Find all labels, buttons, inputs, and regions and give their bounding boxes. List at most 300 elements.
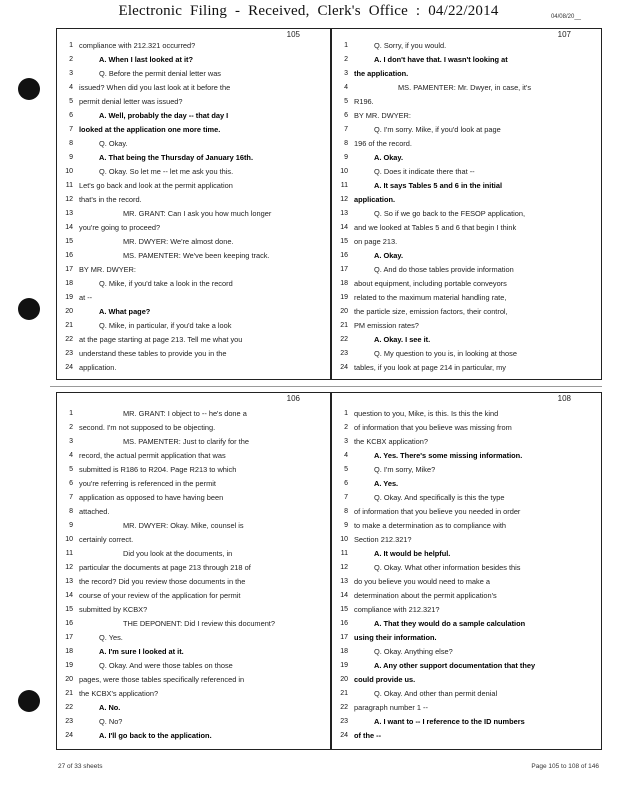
line-text: Q. Yes. (99, 633, 123, 642)
line-text: submitted by KCBX? (79, 605, 148, 614)
line-number: 14 (65, 224, 73, 231)
transcript-line (332, 165, 601, 179)
line-text: permit denial letter was issued? (79, 97, 183, 106)
transcript-line (57, 123, 330, 137)
line-number: 22 (65, 704, 73, 711)
line-number: 23 (65, 350, 73, 357)
transcript-line (57, 505, 330, 519)
line-number: 17 (340, 266, 348, 273)
line-number: 13 (65, 578, 73, 585)
line-text: MS. PAMENTER: Just to clarify for the (123, 437, 249, 446)
line-number: 11 (65, 182, 73, 189)
line-number: 12 (340, 564, 348, 571)
line-text: Q. Okay. And were those tables on those (99, 661, 233, 670)
transcript-line (332, 575, 601, 589)
line-text: A. Okay. I see it. (374, 335, 431, 344)
transcript-line (57, 81, 330, 95)
line-number: 10 (340, 536, 348, 543)
line-text: attached. (79, 507, 110, 516)
page-number: 107 (557, 30, 571, 39)
transcript-line (57, 39, 330, 53)
transcript-line (57, 137, 330, 151)
transcript-page-108 (331, 392, 602, 750)
line-text: Q. So if we go back to the FESOP application, (374, 209, 526, 218)
transcript-line (332, 221, 601, 235)
line-number: 20 (340, 308, 348, 315)
line-number: 13 (340, 578, 348, 585)
line-number: 8 (344, 140, 348, 147)
transcript-line (332, 123, 601, 137)
transcript-line (57, 631, 330, 645)
transcript-line (57, 463, 330, 477)
line-number: 20 (65, 308, 73, 315)
transcript-page-105 (56, 28, 331, 380)
line-number: 9 (344, 522, 348, 529)
line-number: 6 (344, 112, 348, 119)
transcript-line (332, 277, 601, 291)
line-number: 2 (344, 424, 348, 431)
line-number: 22 (340, 704, 348, 711)
line-text: Section 212.321? (354, 535, 412, 544)
line-text: issued? When did you last look at it before the (79, 83, 231, 92)
transcript-line (332, 561, 601, 575)
line-number: 14 (340, 224, 348, 231)
line-number: 16 (340, 620, 348, 627)
transcript-line (57, 277, 330, 291)
line-text: course of your review of the application for permit (79, 591, 241, 600)
transcript-line (332, 361, 601, 375)
line-number: 14 (65, 592, 73, 599)
transcript-line (57, 561, 330, 575)
line-number: 12 (65, 196, 73, 203)
line-text: do you believe you would need to make a (354, 577, 490, 586)
line-number: 3 (344, 70, 348, 77)
transcript-line (332, 659, 601, 673)
transcript-line (332, 291, 601, 305)
transcript-line (332, 631, 601, 645)
transcript-line (332, 81, 601, 95)
line-text: Q. Okay. Anything else? (374, 647, 453, 656)
transcript-line (332, 687, 601, 701)
line-number: 17 (65, 634, 73, 641)
line-number: 2 (344, 56, 348, 63)
line-number: 4 (69, 84, 73, 91)
transcript-line (332, 333, 601, 347)
transcript-line (332, 95, 601, 109)
line-number: 15 (340, 606, 348, 613)
transcript-line (57, 249, 330, 263)
transcript-line (332, 589, 601, 603)
transcript-line (57, 305, 330, 319)
transcript-line (332, 617, 601, 631)
transcript-line (57, 673, 330, 687)
line-text: R196. (354, 97, 374, 106)
transcript-line (332, 151, 601, 165)
line-text: A. I'm sure I looked at it. (99, 647, 184, 656)
line-text: certainly correct. (79, 535, 134, 544)
line-number: 3 (344, 438, 348, 445)
line-number: 12 (65, 564, 73, 571)
line-number: 22 (65, 336, 73, 343)
transcript-line (57, 151, 330, 165)
line-number: 8 (69, 508, 73, 515)
line-text: Q. I'm sorry. Mike, if you'd look at page (374, 125, 501, 134)
line-number: 21 (340, 690, 348, 697)
transcript-line (332, 519, 601, 533)
line-text: Q. Does it indicate there that -- (374, 167, 475, 176)
line-number: 1 (69, 42, 73, 49)
line-text: using their information. (354, 633, 437, 642)
transcript-line (332, 505, 601, 519)
transcript-line (57, 207, 330, 221)
transcript-line (57, 67, 330, 81)
binder-hole-middle (18, 298, 40, 320)
transcript-line (57, 421, 330, 435)
line-number: 1 (344, 410, 348, 417)
line-text: A. What page? (99, 307, 151, 316)
transcript-line (332, 715, 601, 729)
line-number: 18 (65, 280, 73, 287)
electronic-filing-stamp: Electronic Filing - Received, Clerk's Office : 04/22/2014 (118, 3, 499, 19)
transcript-line (332, 137, 601, 151)
line-text: BY MR. DWYER: (79, 265, 136, 274)
transcript-line (57, 547, 330, 561)
line-number: 5 (344, 466, 348, 473)
transcript-line (57, 519, 330, 533)
line-number: 19 (65, 294, 73, 301)
line-number: 5 (344, 98, 348, 105)
transcript-line (332, 53, 601, 67)
line-text: Q. My question to you is, in looking at those (374, 349, 517, 358)
line-text: MR. DWYER: Okay. Mike, counsel is (123, 521, 244, 530)
line-number: 6 (69, 480, 73, 487)
line-text: compliance with 212.321? (354, 605, 440, 614)
line-text: and we looked at Tables 5 and 6 that begin I think (354, 223, 517, 232)
line-text: submitted is R186 to R204. Page R213 to which (79, 465, 237, 474)
line-text: A. Okay. (374, 251, 404, 260)
line-text: Q. Mike, in particular, if you'd take a look (99, 321, 232, 330)
line-text: Q. And do those tables provide information (374, 265, 514, 274)
line-number: 23 (340, 718, 348, 725)
line-number: 8 (344, 508, 348, 515)
transcript-line (57, 589, 330, 603)
line-text: the application. (354, 69, 409, 78)
line-number: 16 (340, 252, 348, 259)
transcript-line (57, 291, 330, 305)
page-divider (50, 386, 602, 387)
line-text: A. I'll go back to the application. (99, 731, 212, 740)
line-text: second. I'm not supposed to be objecting. (79, 423, 216, 432)
line-text: A. When I last looked at it? (99, 55, 194, 64)
binder-hole-top (18, 78, 40, 100)
transcript-line (57, 477, 330, 491)
line-number: 9 (69, 154, 73, 161)
line-text: Q. Okay. What other information besides this (374, 563, 521, 572)
line-text: A. Well, probably the day -- that day I (99, 111, 229, 120)
line-number: 18 (65, 648, 73, 655)
line-text: MR. GRANT: I object to -- he's done a (123, 409, 247, 418)
line-number: 4 (344, 84, 348, 91)
line-number: 18 (340, 648, 348, 655)
line-text: A. It would be helpful. (374, 549, 451, 558)
document-id: 04/08/20__ (550, 14, 581, 20)
line-text: Q. Okay. And other than permit denial (374, 689, 498, 698)
transcript-line (57, 407, 330, 421)
line-number: 19 (340, 662, 348, 669)
transcript-line (57, 687, 330, 701)
line-text: paragraph number 1 -- (354, 703, 428, 712)
transcript-line (332, 435, 601, 449)
transcript-line (332, 109, 601, 123)
transcript-line (57, 435, 330, 449)
transcript-line (57, 221, 330, 235)
transcript-line (57, 179, 330, 193)
line-number: 12 (340, 196, 348, 203)
line-number: 6 (344, 480, 348, 487)
line-number: 8 (69, 140, 73, 147)
line-text: at -- (79, 293, 93, 302)
line-number: 2 (69, 56, 73, 63)
line-text: understand these tables to provide you in the (79, 349, 227, 358)
transcript-line (57, 449, 330, 463)
line-text: A. Yes. (374, 479, 399, 488)
line-number: 24 (340, 732, 348, 739)
line-number: 4 (69, 452, 73, 459)
transcript-line (57, 603, 330, 617)
line-number: 13 (65, 210, 73, 217)
line-text: determination about the permit application's (354, 591, 497, 600)
transcript-line (57, 617, 330, 631)
line-number: 20 (65, 676, 73, 683)
transcript-line (332, 603, 601, 617)
line-number: 10 (65, 168, 73, 175)
transcript-line (332, 729, 601, 743)
transcript-line (57, 165, 330, 179)
line-text: THE DEPONENT: Did I review this document? (123, 619, 275, 628)
line-text: Q. Okay. So let me -- let me ask you this. (99, 167, 234, 176)
transcript-line (57, 361, 330, 375)
transcript-line (332, 477, 601, 491)
line-number: 15 (65, 606, 73, 613)
line-text: A. I don't have that. I wasn't looking at (374, 55, 508, 64)
line-text: A. That they would do a sample calculation (374, 619, 526, 628)
line-number: 7 (344, 494, 348, 501)
line-text: Let's go back and look at the permit application (79, 181, 233, 190)
line-text: that's in the record. (79, 195, 142, 204)
line-text: Q. No? (99, 717, 123, 726)
transcript-line (332, 39, 601, 53)
line-number: 15 (340, 238, 348, 245)
line-text: compliance with 212.321 occurred? (79, 41, 196, 50)
line-text: A. It says Tables 5 and 6 in the initial (374, 181, 503, 190)
line-text: you're going to proceed? (79, 223, 161, 232)
line-number: 19 (65, 662, 73, 669)
page-number: 106 (286, 394, 300, 403)
transcript-line (332, 449, 601, 463)
line-number: 21 (340, 322, 348, 329)
line-text: pages, were those tables specifically referenced in (79, 675, 245, 684)
line-number: 9 (69, 522, 73, 529)
line-number: 21 (65, 690, 73, 697)
line-text: to make a determination as to compliance with (354, 521, 506, 530)
line-number: 16 (65, 620, 73, 627)
transcript-line (57, 701, 330, 715)
line-number: 24 (65, 732, 73, 739)
transcript-page-107 (331, 28, 602, 380)
line-number: 5 (69, 98, 73, 105)
line-number: 5 (69, 466, 73, 473)
line-number: 23 (65, 718, 73, 725)
transcript-line (332, 421, 601, 435)
line-number: 1 (69, 410, 73, 417)
line-text: A. I want to -- I reference to the ID numbers (374, 717, 525, 726)
line-text: A. That being the Thursday of January 16th. (99, 153, 253, 162)
line-text: on page 213. (354, 237, 398, 246)
transcript-line (332, 463, 601, 477)
line-text: BY MR. DWYER: (354, 111, 411, 120)
line-number: 9 (344, 154, 348, 161)
line-text: you're referring is referenced in the permit (79, 479, 216, 488)
line-text: related to the maximum material handling rate, (354, 293, 507, 302)
transcript-line (57, 235, 330, 249)
line-number: 21 (65, 322, 73, 329)
line-text: Q. Okay. And specifically is this the type (374, 493, 505, 502)
line-number: 22 (340, 336, 348, 343)
line-text: of the -- (354, 731, 382, 740)
transcript-line (57, 347, 330, 361)
sheet-count: 27 of 33 sheets (58, 763, 103, 770)
line-text: 196 of the record. (354, 139, 412, 148)
line-number: 24 (340, 364, 348, 371)
line-text: Q. I'm sorry, Mike? (374, 465, 436, 474)
transcript-line (57, 729, 330, 743)
binder-hole-bottom (18, 690, 40, 712)
transcript-line (332, 207, 601, 221)
page-range: Page 105 to 108 of 146 (531, 763, 599, 770)
transcript-line (57, 645, 330, 659)
line-number: 3 (69, 438, 73, 445)
transcript-line (332, 193, 601, 207)
line-number: 13 (340, 210, 348, 217)
line-text: the particle size, emission factors, their control, (354, 307, 508, 316)
line-text: PM emission rates? (354, 321, 419, 330)
transcript-line (57, 53, 330, 67)
transcript-line (332, 407, 601, 421)
line-text: A. Okay. (374, 153, 404, 162)
line-number: 1 (344, 42, 348, 49)
transcript-line (332, 179, 601, 193)
line-number: 7 (344, 126, 348, 133)
line-text: about equipment, including portable conveyors (354, 279, 507, 288)
transcript-line (332, 67, 601, 81)
line-text: Q. Okay. (99, 139, 128, 148)
line-number: 24 (65, 364, 73, 371)
line-text: tables, if you look at page 214 in particular, my (354, 363, 507, 372)
page-number: 108 (557, 394, 571, 403)
line-number: 18 (340, 280, 348, 287)
transcript-line (332, 305, 601, 319)
transcript-line (57, 575, 330, 589)
line-number: 4 (344, 452, 348, 459)
transcript-line (57, 193, 330, 207)
line-text: the record? Did you review those documents in the (79, 577, 246, 586)
line-number: 7 (69, 126, 73, 133)
transcript-line (332, 319, 601, 333)
transcript-line (332, 547, 601, 561)
transcript-line (57, 659, 330, 673)
transcript-line (332, 533, 601, 547)
line-number: 16 (65, 252, 73, 259)
line-text: the KCBX's application? (79, 689, 159, 698)
line-number: 17 (340, 634, 348, 641)
line-text: application. (354, 195, 396, 204)
line-number: 11 (340, 550, 348, 557)
line-text: MS. PAMENTER: Mr. Dwyer, in case, it's (398, 83, 532, 92)
transcript-page-106 (56, 392, 331, 750)
line-text: application. (79, 363, 117, 372)
transcript-line (57, 263, 330, 277)
line-text: of information that you believe you needed in order (354, 507, 521, 516)
line-number: 7 (69, 494, 73, 501)
line-text: the KCBX application? (354, 437, 428, 446)
line-text: record, the actual permit application that was (79, 451, 226, 460)
line-number: 11 (340, 182, 348, 189)
transcript-line (332, 249, 601, 263)
line-number: 20 (340, 676, 348, 683)
line-text: A. Any other support documentation that they (374, 661, 536, 670)
page-number: 105 (286, 30, 300, 39)
transcript-line (332, 347, 601, 361)
line-text: question to you, Mike, is this. Is this the kind (354, 409, 499, 418)
line-text: at the page starting at page 213. Tell me what you (79, 335, 243, 344)
transcript-line (332, 491, 601, 505)
transcript-line (332, 673, 601, 687)
line-number: 14 (340, 592, 348, 599)
transcript-line (57, 319, 330, 333)
transcript-line (57, 95, 330, 109)
line-text: A. Yes. There's some missing information. (374, 451, 523, 460)
line-text: could provide us. (354, 675, 416, 684)
transcript-line (57, 491, 330, 505)
transcript-line (332, 645, 601, 659)
line-number: 19 (340, 294, 348, 301)
line-number: 3 (69, 70, 73, 77)
line-number: 23 (340, 350, 348, 357)
line-text: Q. Before the permit denial letter was (99, 69, 222, 78)
line-text: particular the documents at page 213 through 218 of (79, 563, 251, 572)
transcript-line (332, 235, 601, 249)
line-number: 2 (69, 424, 73, 431)
line-text: looked at the application one more time. (79, 125, 221, 134)
transcript-line (332, 263, 601, 277)
line-number: 17 (65, 266, 73, 273)
line-number: 15 (65, 238, 73, 245)
transcript-line (57, 715, 330, 729)
transcript-line (57, 533, 330, 547)
line-text: Did you look at the documents, in (123, 549, 233, 558)
line-text: Q. Mike, if you'd take a look in the record (99, 279, 233, 288)
transcript-line (57, 333, 330, 347)
line-text: A. No. (99, 703, 121, 712)
line-text: Q. Sorry, if you would. (374, 41, 447, 50)
line-text: application as opposed to have having been (79, 493, 224, 502)
line-number: 6 (69, 112, 73, 119)
line-number: 10 (65, 536, 73, 543)
line-number: 11 (65, 550, 73, 557)
line-text: MR. DWYER: We're almost done. (123, 237, 234, 246)
transcript-line (57, 109, 330, 123)
transcript-line (332, 701, 601, 715)
